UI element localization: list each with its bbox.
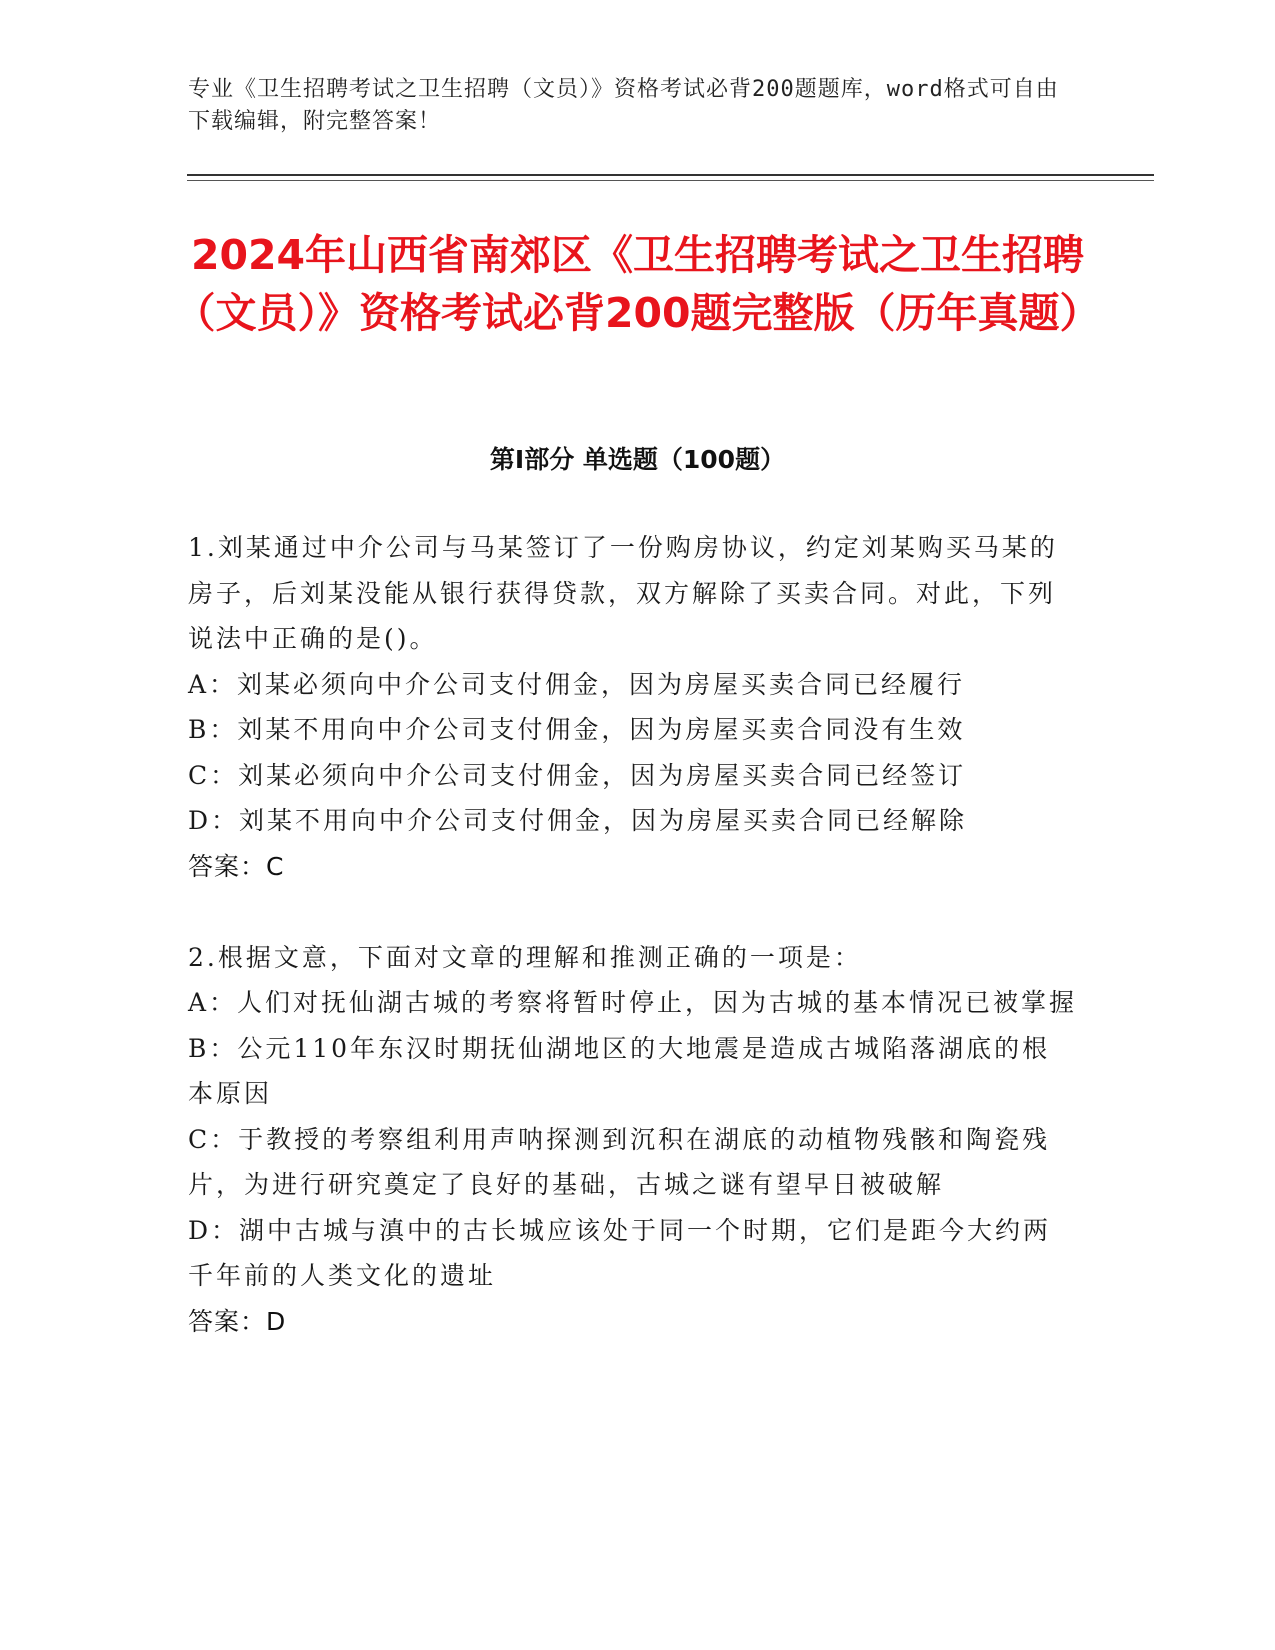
option-b: B：刘某不用向中介公司支付佣金，因为房屋买卖合同没有生效	[188, 715, 966, 744]
option-c: C：于教授的考察组利用声呐探测到沉积在湖底的动植物残骸和陶瓷残片，为进行研究奠定了良好的基础，古城之谜有望早日被破解	[188, 1124, 1051, 1199]
question-2	[188, 935, 1078, 1344]
header-divider-thin	[187, 180, 1154, 181]
answer-text: 答案：C	[188, 851, 285, 881]
option-d: D：湖中古城与滇中的古长城应该处于同一个时期，它们是距今大约两千年前的人类文化的遗址	[188, 1215, 1052, 1290]
question-stem: 2.根据文意，下面对文章的理解和推测正确的一项是：	[188, 942, 862, 972]
option-c: C：刘某必须向中介公司支付佣金，因为房屋买卖合同已经签订	[188, 760, 967, 790]
option-a: A：人们对抚仙湖古城的考察将暂时停止，因为古城的基本情况已被掌握	[188, 988, 1078, 1017]
header-divider	[187, 174, 1154, 176]
option-b: B：公元110年东汉时期抚仙湖地区的大地震是造成古城陷落湖底的根本原因	[188, 1033, 1051, 1108]
option-a: A：刘某必须向中介公司支付佣金，因为房屋买卖合同已经履行	[188, 669, 966, 699]
header-note: 专业《卫生招聘考试之卫生招聘（文员）》资格考试必背200题题库，word格式可自由下载编辑，附完整答案！	[188, 77, 1059, 134]
option-d: D：刘某不用向中介公司支付佣金，因为房屋买卖合同已经解除	[188, 806, 968, 835]
question-stem: 1.刘某通过中介公司与马某签订了一份购房协议，约定刘某购买马某的房子，后刘某没能从银行获得贷款，双方解除了买卖合同。对此，下列说法中正确的是()。	[188, 533, 1058, 653]
question-list	[188, 525, 1078, 1390]
document-title: 2024年山西省南郊区《卫生招聘考试之卫生招聘（文员）》资格考试必背200题完整版（历年真题）	[174, 231, 1101, 337]
answer-text: 答案：D	[188, 1306, 287, 1336]
section-heading: 第Ⅰ部分 单选题（100题）	[489, 445, 786, 474]
question-1	[188, 525, 1078, 889]
